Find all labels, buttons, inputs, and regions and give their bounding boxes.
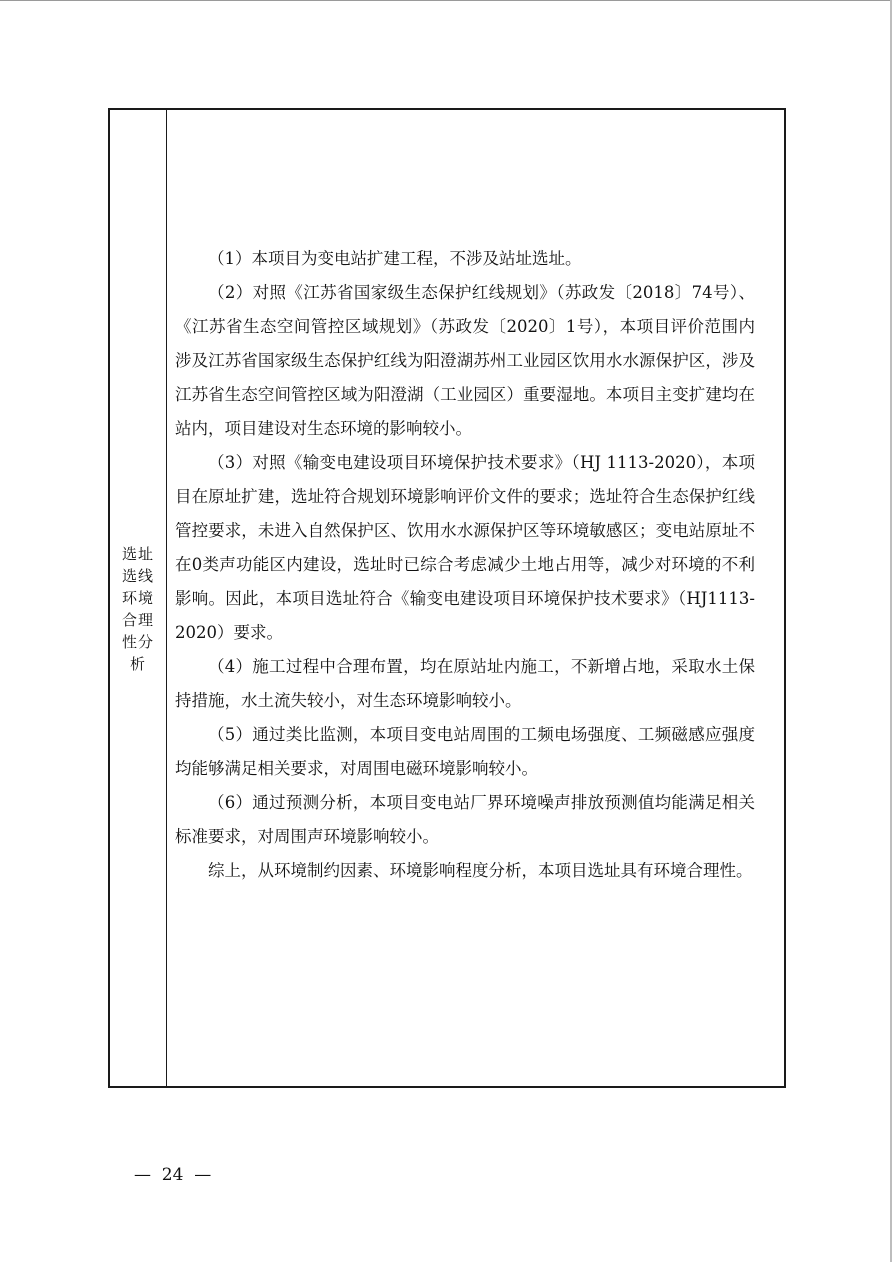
conclusion-paragraph: 综上，从环境制约因素、环境影响程度分析，本项目选址具有环境合理性。 (208, 861, 753, 880)
top-border-line (0, 0, 892, 1)
row-label: 选址选线环境合理性分析 (121, 545, 154, 673)
paragraph-2: （2）对照《江苏省国家级生态保护红线规划》（苏政发〔2018〕74号）、《江苏省生态空间管控区域规划》（苏政发〔2020〕1号），本项目评价范围内涉及江苏省国家级生态保护红线为阳澄湖苏州工业园区饮用水水源保护区，涉及江苏省生态空间管控区域为阳澄湖（工业园区）重要湿地。本项目主变扩建均在站内，项目建设对生态环境的影响较小。 (175, 283, 755, 438)
paragraph-6: （6）通过预测分析，本项目变电站厂界环境噪声排放预测值均能满足相关标准要求，对周围声环境影响较小。 (175, 793, 755, 846)
analysis-table (108, 108, 786, 1088)
paragraph-4: （4）施工过程中合理布置，均在原站址内施工，不新增占地，采取水土保持措施，水土流失较小，对生态环境影响较小。 (175, 657, 755, 710)
paragraph-3: （3）对照《输变电建设项目环境保护技术要求》（HJ 1113-2020），本项目在原址扩建，选址符合规划环境影响评价文件的要求；选址符合生态保护红线管控要求，未进入自然保护区、饮用水水源保护区等环境敏感区；变电站原址不在0类声功能区内建设，选址时已综合考虑减少土地占用等，减少对环境的不利影响。因此，本项目选址符合《输变电建设项目环境保护技术要求》（HJ1113-2020）要求。 (175, 453, 755, 642)
row-content-cell (167, 110, 784, 1086)
paragraph-1: （1）本项目为变电站扩建工程，不涉及站址选址。 (208, 249, 582, 268)
paragraph-5: （5）通过类比监测，本项目变电站周围的工频电场强度、工频磁感应强度均能够满足相关要求，对周围电磁环境影响较小。 (175, 725, 755, 778)
row-label-cell (110, 110, 167, 1086)
page-number: — 24 — (134, 1165, 212, 1185)
